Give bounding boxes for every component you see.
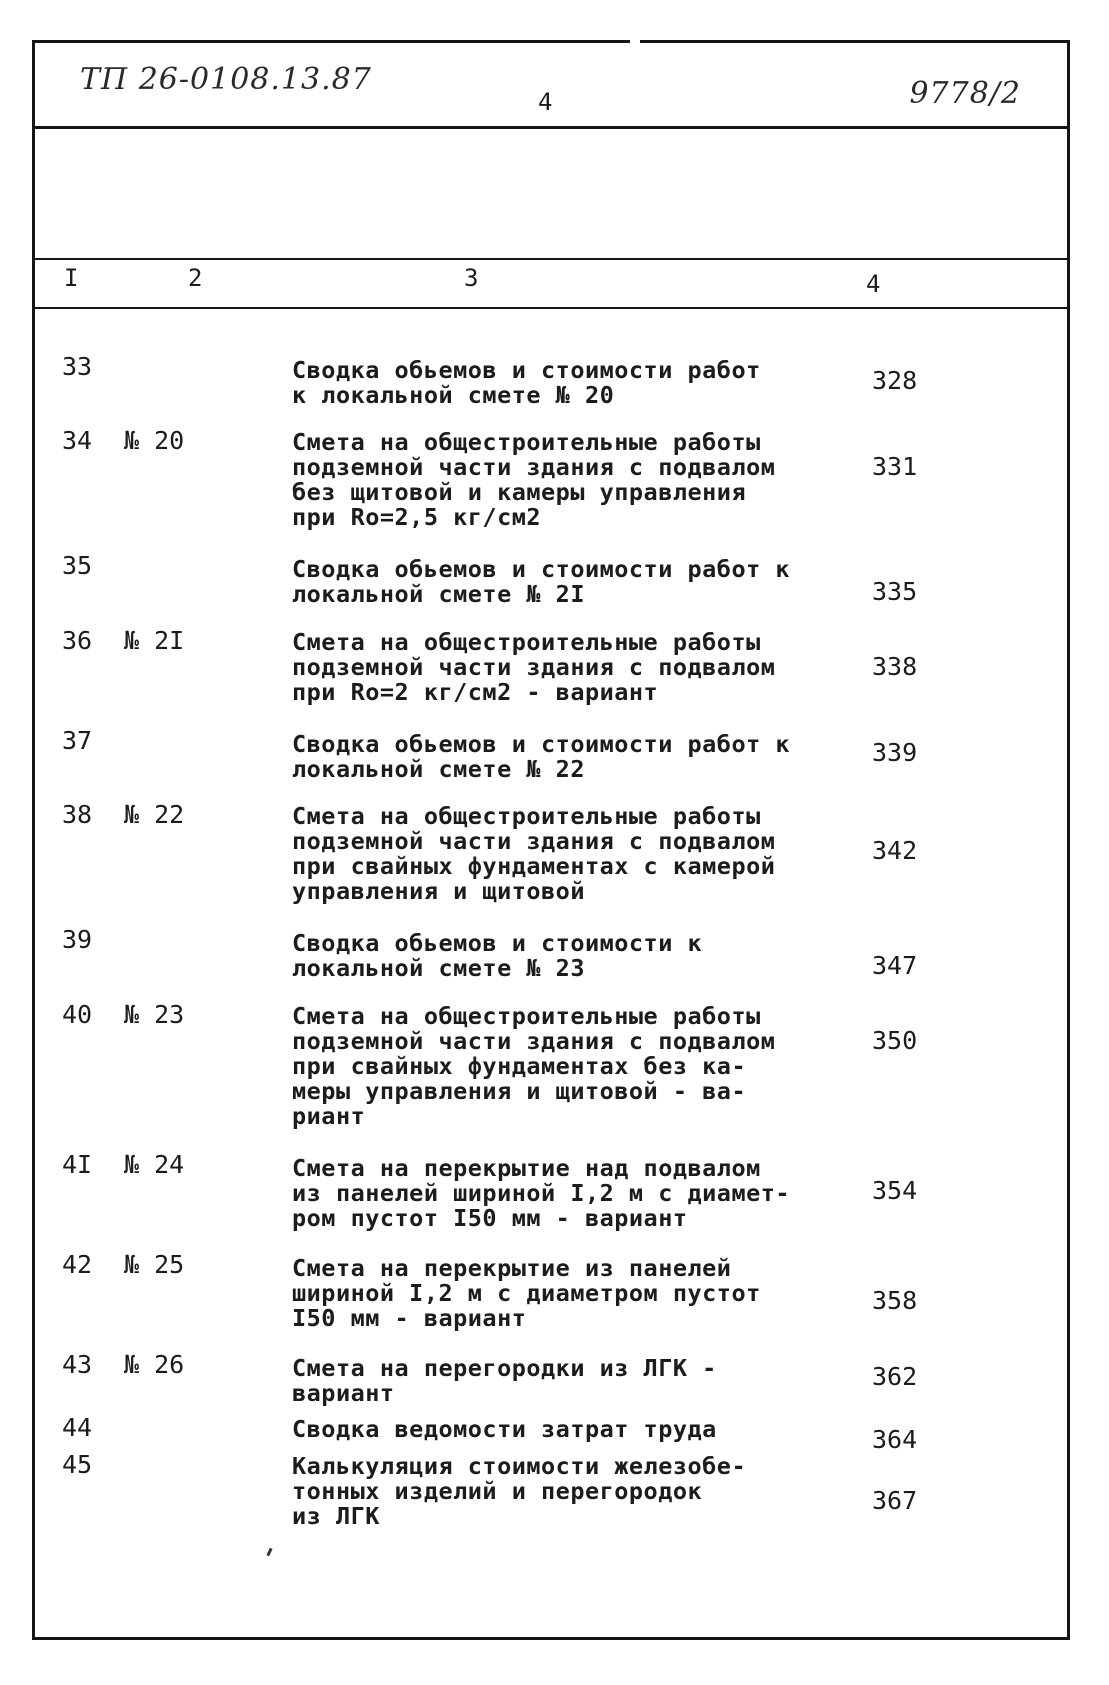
row-number: 43: [62, 1350, 93, 1379]
row-page: 339: [872, 738, 918, 767]
column-header-4: 4: [866, 270, 881, 298]
row-number: 33: [62, 352, 93, 381]
document-code: ТП 26-0108.13.87: [80, 62, 372, 97]
page-number: 4: [538, 88, 553, 116]
row-title: Калькуляция стоимости железобе- тонных изделий и перегородок из ЛГК: [292, 1452, 747, 1530]
row-number: 45: [62, 1450, 93, 1479]
row-title: Смета на общестроительные работы подземной части здания с подвалом при Rо=2 кг/см2 - вариант: [292, 628, 776, 706]
row-title: Смета на общестроительные работы подземной части здания с подвалом без щитовой и камеры управления при Rо=2,5 кг/см2: [292, 428, 776, 531]
row-title: Сводка обьемов и стоимости работ к локальной смете № 22: [292, 730, 791, 783]
row-title: Смета на перекрытие из панелей шириной I,2 м с диаметром пустот I50 мм - вариант: [292, 1254, 761, 1332]
column-header-top-rule: [32, 258, 1070, 260]
row-number: 37: [62, 726, 93, 755]
document-number: 9778/2: [909, 76, 1021, 111]
row-page: 362: [872, 1362, 918, 1391]
row-page: 358: [872, 1286, 918, 1315]
header-divider: [32, 126, 1070, 129]
frame-gap: [630, 36, 640, 48]
row-number: 42: [62, 1250, 93, 1279]
row-number: 39: [62, 925, 93, 954]
row-number: 44: [62, 1413, 93, 1442]
row-title: Смета на перегородки из ЛГК - вариант: [292, 1354, 717, 1407]
row-number: 38: [62, 800, 93, 829]
row-title: Смета на общестроительные работы подземной части здания с подвалом при свайных фундаментах без ка- меры управления и щитовой - ва- риант: [292, 1002, 776, 1130]
row-title: Сводка обьемов и стоимости к локальной смете № 23: [292, 929, 703, 982]
row-title: Смета на общестроительные работы подземной части здания с подвалом при свайных фундаментах с камерой управления и щитовой: [292, 802, 776, 905]
column-header-1: I: [64, 264, 79, 292]
row-title: Сводка ведомости затрат труда: [292, 1415, 717, 1443]
row-number: 34: [62, 426, 93, 455]
estimate-number: № 2I: [124, 626, 185, 655]
estimate-number: № 24: [124, 1150, 185, 1179]
row-page: 364: [872, 1425, 918, 1454]
row-page: 328: [872, 366, 918, 395]
row-title: Сводка обьемов и стоимости работ к локальной смете № 2I: [292, 555, 791, 608]
row-number: 4I: [62, 1150, 93, 1179]
row-number: 36: [62, 626, 93, 655]
row-page: 338: [872, 652, 918, 681]
row-number: 35: [62, 551, 93, 580]
estimate-number: № 23: [124, 1000, 185, 1029]
row-page: 342: [872, 836, 918, 865]
estimate-number: № 26: [124, 1350, 185, 1379]
estimate-number: № 22: [124, 800, 185, 829]
row-page: 347: [872, 951, 918, 980]
row-title: Сводка обьемов и стоимости работ к локальной смете № 20: [292, 356, 761, 409]
row-page: 350: [872, 1026, 918, 1055]
row-page: 354: [872, 1176, 918, 1205]
row-page: 335: [872, 577, 918, 606]
column-header-3: 3: [464, 264, 479, 292]
row-page: 331: [872, 452, 918, 481]
estimate-number: № 25: [124, 1250, 185, 1279]
estimate-number: № 20: [124, 426, 185, 455]
column-header-bottom-rule: [32, 307, 1070, 309]
row-number: 40: [62, 1000, 93, 1029]
row-title: Смета на перекрытие над подвалом из панелей шириной I,2 м с диамет- ром пустот I50 мм - вариант: [292, 1154, 791, 1232]
column-header-2: 2: [188, 264, 203, 292]
row-page: 367: [872, 1486, 918, 1515]
